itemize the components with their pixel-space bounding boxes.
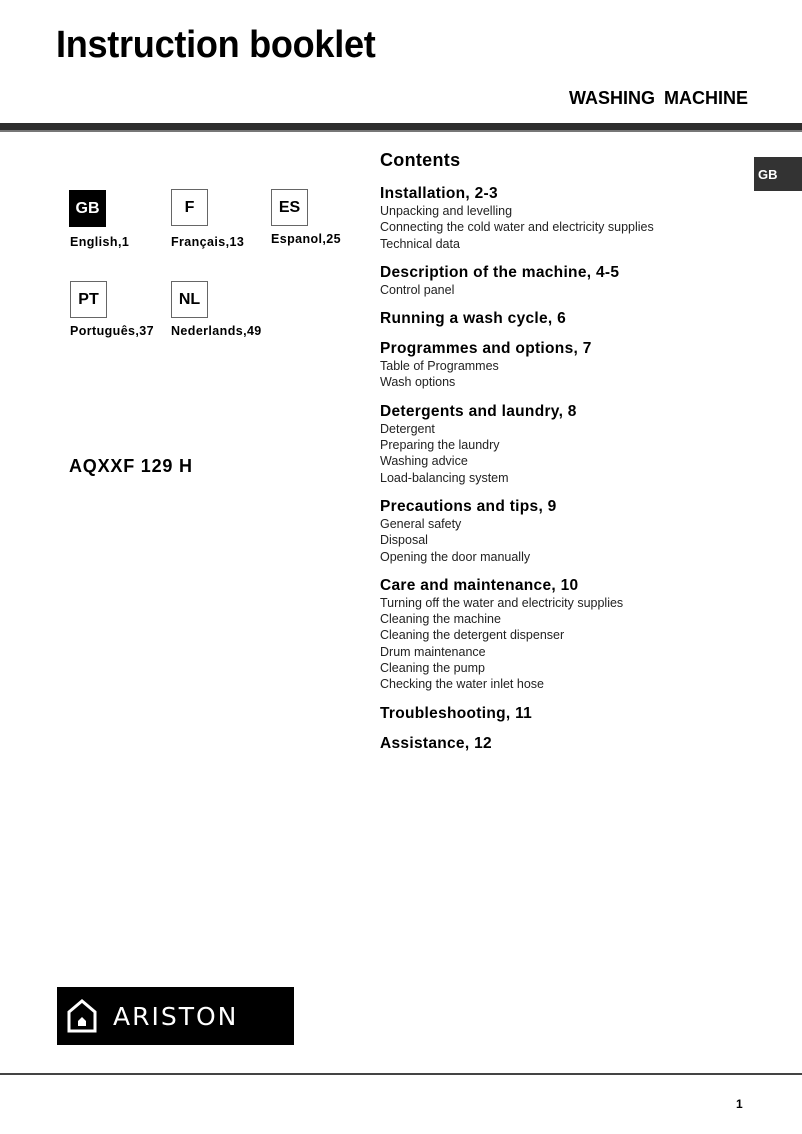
section-sub-item[interactable]: Checking the water inlet hose [380,677,544,692]
section-sub-item[interactable]: Turning off the water and electricity supplies [380,595,624,610]
section-title[interactable]: Programmes and options, 7 [380,340,592,358]
contents-section [380,310,740,328]
page-title: Instruction booklet [56,24,376,66]
lang-code: ES [278,198,301,216]
house-icon [67,999,97,1033]
section-title[interactable]: Description of the machine, 4-5 [380,263,620,281]
section-title[interactable]: Assistance, 12 [380,734,492,752]
header-divider [0,123,802,132]
section-title[interactable]: Detergents and laundry, 8 [380,402,577,420]
lang-label-francais[interactable]: Français,13 [171,235,245,249]
section-title[interactable]: Precautions and tips, 9 [380,497,557,515]
lang-label-english[interactable]: English,1 [70,235,130,249]
table-of-contents [380,150,740,765]
section-title[interactable]: Installation, 2-3 [380,185,498,202]
lang-label-nederlands[interactable]: Nederlands,49 [171,324,262,338]
brand-name: ARISTON [113,1001,239,1031]
lang-code: GB [75,199,100,217]
page-number: 1 [736,1097,743,1111]
section-title[interactable]: Care and maintenance, 10 [380,576,579,594]
section-sub-item[interactable]: Disposal [380,533,428,548]
section-sub-item[interactable]: Washing advice [380,454,468,469]
ariston-logo [57,987,294,1045]
contents-section [380,498,740,565]
section-sub-item[interactable]: Table of Programmes [380,359,499,374]
section-sub-item[interactable]: Preparing the laundry [380,438,500,453]
language-side-tab: GB [754,157,802,191]
lang-box-pt[interactable] [70,281,107,318]
contents-section [380,264,740,298]
section-sub-item[interactable]: Load-balancing system [380,470,509,485]
lang-label-portugues[interactable]: Português,37 [70,324,154,338]
contents-heading: Contents [380,150,461,170]
section-sub-item[interactable]: Opening the door manually [380,549,531,564]
lang-code: PT [78,290,99,308]
lang-box-gb[interactable] [69,190,106,227]
section-sub-item[interactable]: Cleaning the machine [380,612,501,627]
lang-box-nl[interactable] [171,281,208,318]
section-sub-item[interactable]: Connecting the cold water and electricity supplies [380,220,654,235]
section-sub-item[interactable]: Cleaning the pump [380,661,485,676]
lang-box-es[interactable] [271,189,308,226]
contents-section [380,735,740,753]
footer-divider [0,1073,802,1075]
section-sub-item[interactable]: Technical data [380,236,460,251]
section-sub-item[interactable]: Wash options [380,375,456,390]
lang-code: F [184,198,195,216]
section-sub-item[interactable]: Unpacking and levelling [380,204,513,218]
section-sub-item[interactable]: Control panel [380,282,455,297]
contents-section [380,577,740,693]
section-sub-item[interactable]: Cleaning the detergent dispenser [380,628,565,643]
lang-box-f[interactable] [171,189,208,226]
document-subtitle: WASHING MACHINE [569,88,748,108]
lang-label-espanol[interactable]: Espanol,25 [271,232,341,246]
lang-code: NL [178,290,201,308]
contents-section [380,340,740,391]
section-title[interactable]: Running a wash cycle, 6 [380,310,567,328]
section-sub-item[interactable]: Detergent [380,421,435,436]
contents-section [380,185,740,252]
contents-section [380,403,740,486]
section-sub-item[interactable]: General safety [380,516,462,531]
model-number: AQXXF 129 H [69,456,193,476]
section-sub-item[interactable]: Drum maintenance [380,644,486,659]
contents-section [380,705,740,723]
section-title[interactable]: Troubleshooting, 11 [380,704,533,722]
